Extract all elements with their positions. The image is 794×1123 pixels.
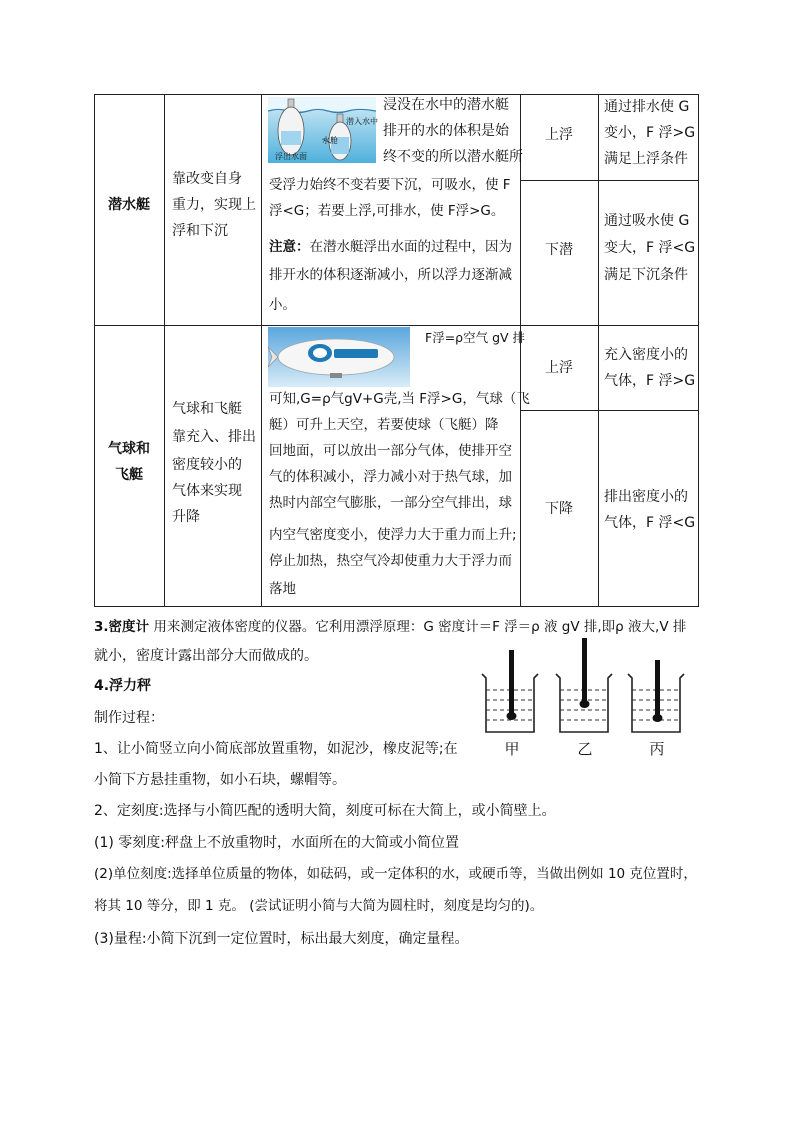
step-2-2a: (2)单位刻度:选择单位质量的物体，如砝码，或一定体积的水，或硬币等，当做出例如 10 克位置时， <box>94 866 697 882</box>
step-1a: 1、让小简竖立向小简底部放置重物，如泥沙，橡皮泥等;在 <box>94 741 458 757</box>
submarine-sink-label: 下潜 <box>545 242 573 258</box>
hydrometer-paragraph <box>94 617 686 637</box>
cond-line: 变小，F 浮>G <box>604 125 696 141</box>
note-label: 注意： <box>269 239 310 255</box>
cond-line: 充入密度小的 <box>604 347 688 363</box>
cond-line: 满足下沉条件 <box>604 267 688 283</box>
principle-line: 浮和下沉 <box>172 223 228 239</box>
balloon-sink-label: 下降 <box>545 501 573 517</box>
beaker-bing <box>628 660 684 732</box>
beakers-illustration <box>476 636 696 740</box>
step-2: 2、定刻度:选择与小简匹配的透明大简，刻度可标在大简上，或小简壁上。 <box>94 803 556 819</box>
desc-line: 回地面，可以放出一部分气体，使排开空 <box>269 443 512 459</box>
desc-line: 气的体积减小，浮力减小对于热气球，加 <box>269 469 512 485</box>
note-line <box>269 234 512 260</box>
beaker-label-jia: 甲 <box>504 740 520 758</box>
desc-line: 排开的水的体积是始 <box>383 123 509 139</box>
step-1b: 小简下方悬挂重物，如小石块，螺帽等。 <box>94 772 346 788</box>
row-name-line: 气球和 <box>108 441 150 457</box>
row-name-line: 飞艇 <box>115 467 143 483</box>
desc-line: 热时内部空气膨胀，一部分空气排出，球 <box>269 495 512 511</box>
label-water-tank: 水舱 <box>322 136 338 145</box>
note-line: 小。 <box>269 297 296 313</box>
airship-illustration <box>268 327 410 387</box>
step-2-2b: 将其 10 等分，即 1 克。 (尝试证明小简与大简为圆柱时，刻度是均匀的)。 <box>94 898 544 914</box>
desc-line: 可知,G=ρ气gV+G壳,当 F浮>G，气球（飞 <box>269 391 530 407</box>
hydrometer-title: 3.密度计 <box>94 619 150 635</box>
desc-line: 艇）可升上天空，若要使球（飞艇）降 <box>269 417 499 433</box>
beaker-yi <box>556 638 612 732</box>
cond-line: 气体，F 浮>G <box>604 373 696 389</box>
hydrometer-text-cont: 就小，密度计露出部分大而做成的。 <box>94 648 318 664</box>
buoyancy-formula: F浮=ρ空气 gV 排 <box>425 330 526 345</box>
desc-line: 内空气密度变小，使浮力大于重力而上升; <box>269 527 517 543</box>
desc-line: 浸没在水中的潜水艇 <box>383 97 509 113</box>
note-line: 排开水的体积逐渐减小，所以浮力逐渐减 <box>269 267 512 283</box>
principle-line: 重力，实现上 <box>172 197 256 213</box>
principle-line: 靠改变自身 <box>172 171 242 187</box>
hydrometer-text: 用来测定液体密度的仪器。它利用漂浮原理：G 密度计＝F 浮＝ρ 液 gV 排,即ρ 液大,V 排 <box>149 619 687 635</box>
label-surface: 浮出水面 <box>275 152 307 161</box>
desc-line: 受浮力始终不变若要下沉，可吸水，使 F <box>269 177 511 193</box>
process-label: 制作过程： <box>94 710 164 726</box>
cond-line: 气体，F 浮<G <box>604 515 696 531</box>
desc-line: 落地 <box>269 581 296 597</box>
step-2-3: (3)量程:小简下沉到一定位置时，标出最大刻度，确定量程。 <box>94 931 469 947</box>
principle-line: 气球和飞艇 <box>172 401 242 417</box>
balloon-rise-label: 上浮 <box>545 360 573 376</box>
note-text: 在潜水艇浮出水面的过程中，因为 <box>309 239 512 255</box>
desc-line: 终不变的所以潜水艇所 <box>383 149 523 165</box>
row-name-submarine: 潜水艇 <box>108 197 150 213</box>
cond-line: 通过吸水使 G <box>604 213 690 229</box>
principle-line: 升降 <box>172 509 200 525</box>
principle-line: 靠充入、排出 <box>172 429 256 445</box>
step-2-1: (1) 零刻度:秤盘上不放重物时，水面所在的大简或小简位置 <box>94 835 459 851</box>
label-submerged: 潜入水中 <box>346 117 378 126</box>
desc-line: 浮<G；若要上浮,可排水，使 F浮>G。 <box>269 203 505 219</box>
beaker-jia <box>482 650 538 732</box>
submarine-rise-label: 上浮 <box>545 127 573 143</box>
beaker-label-bing: 丙 <box>649 740 665 758</box>
desc-line: 停止加热，热空气冷却使重力大于浮力而 <box>269 553 512 569</box>
cond-line: 通过排水使 G <box>604 99 690 115</box>
cond-line: 满足上浮条件 <box>604 151 688 167</box>
principle-line: 气体来实现 <box>172 483 242 499</box>
cond-line: 排出密度小的 <box>604 489 688 505</box>
cond-line: 变大，F 浮<G <box>604 240 696 256</box>
float-scale-title: 4.浮力秤 <box>94 678 152 694</box>
beaker-label-yi: 乙 <box>577 740 593 758</box>
principle-line: 密度较小的 <box>172 457 242 473</box>
submarine-principle <box>172 166 260 244</box>
